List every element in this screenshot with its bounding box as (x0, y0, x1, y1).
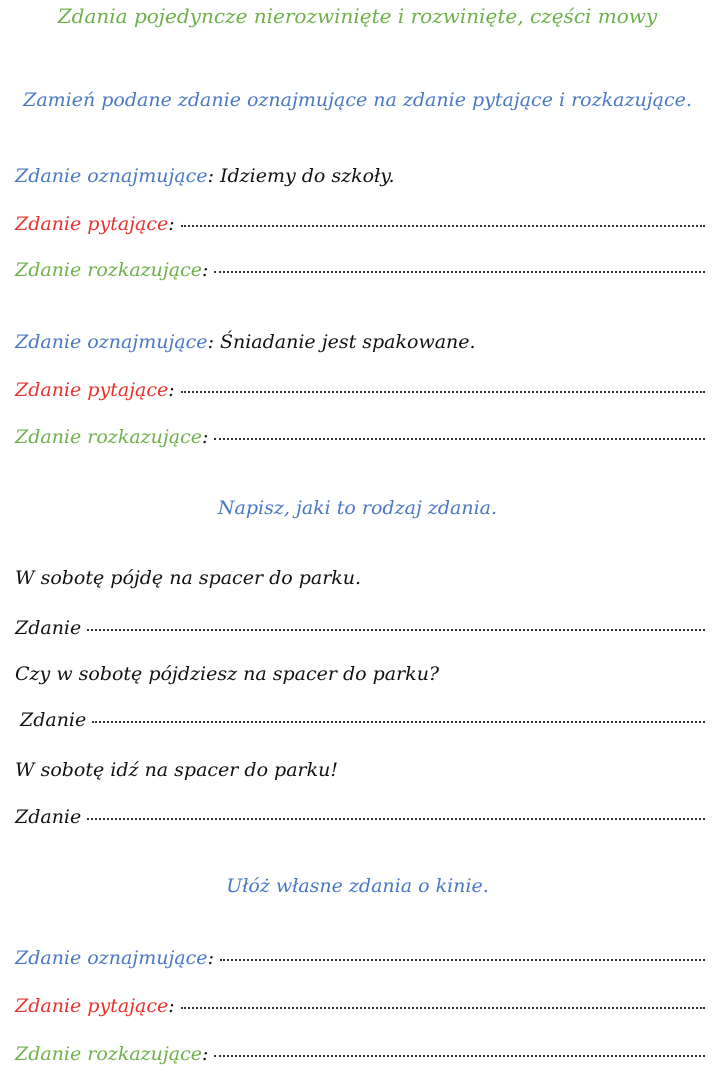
s1-b2-declarative-label: Zdanie oznajmujące (15, 331, 208, 353)
colon: : (202, 259, 209, 281)
s1-b1-imperative-label: Zdanie rozkazujące (15, 259, 203, 281)
s3-declarative-label: Zdanie oznajmujące (15, 947, 208, 969)
s1-b1-declarative-sentence: Idziemy do szkoły. (219, 165, 395, 187)
answer-dotted-line[interactable] (214, 270, 705, 273)
s1-b2-declarative-sentence: Śniadanie jest spakowane. (219, 331, 476, 353)
s1-b1-question-label: Zdanie pytające (15, 213, 169, 235)
colon: : (168, 213, 175, 235)
answer-dotted-line[interactable] (87, 628, 705, 631)
s2-answer-row-2 (20, 708, 705, 732)
colon: : (168, 995, 175, 1017)
colon: : (207, 947, 214, 969)
s3-question-label: Zdanie pytające (15, 995, 169, 1017)
colon: : (207, 165, 214, 187)
s2-sentence-1: W sobotę pójdę na spacer do parku. (15, 567, 362, 589)
page-title: Zdania pojedyncze nierozwinięte i rozwinięte, części mowy (57, 4, 658, 28)
s2-answer-row-3 (15, 805, 705, 829)
s1-b1-declarative-label: Zdanie oznajmujące (15, 165, 208, 187)
s1-b1-question-row (15, 212, 705, 236)
answer-dotted-line[interactable] (92, 720, 705, 723)
answer-dotted-line[interactable] (214, 437, 705, 440)
colon: : (168, 379, 175, 401)
s1-b1-imperative-row (15, 258, 705, 282)
answer-dotted-line[interactable] (87, 817, 705, 820)
s1-b2-imperative-row (15, 425, 705, 449)
s1-b2-question-label: Zdanie pytające (15, 379, 169, 401)
s3-imperative-row (15, 1042, 705, 1066)
answer-dotted-line[interactable] (181, 390, 705, 393)
colon: : (202, 1043, 209, 1065)
section1-instruction: Zamień podane zdanie oznajmujące na zdanie pytające i rozkazujące. (23, 89, 692, 111)
s3-declarative-row (15, 946, 705, 970)
answer-dotted-line[interactable] (181, 224, 705, 227)
colon: : (207, 331, 214, 353)
answer-dotted-line[interactable] (220, 958, 705, 961)
section2-instruction: Napisz, jaki to rodzaj zdania. (217, 497, 498, 519)
s1-b2-question-row (15, 378, 705, 402)
colon: : (202, 426, 209, 448)
s2-answer-label-2: Zdanie (20, 709, 87, 731)
s2-answer-label-1: Zdanie (15, 617, 82, 639)
s1-b2-imperative-label: Zdanie rozkazujące (15, 426, 203, 448)
s1-b2-declarative-row (15, 330, 705, 354)
s2-answer-row-1 (15, 616, 705, 640)
answer-dotted-line[interactable] (181, 1006, 705, 1009)
answer-dotted-line[interactable] (214, 1054, 705, 1057)
s2-answer-label-3: Zdanie (15, 806, 82, 828)
s3-imperative-label: Zdanie rozkazujące (15, 1043, 203, 1065)
section3-instruction: Ułóż własne zdania o kinie. (226, 875, 489, 897)
s2-sentence-3: W sobotę idź na spacer do parku! (15, 759, 339, 781)
s3-question-row (15, 994, 705, 1018)
s1-b1-declarative-row (15, 164, 705, 188)
s2-sentence-2: Czy w sobotę pójdziesz na spacer do parku? (15, 663, 440, 685)
